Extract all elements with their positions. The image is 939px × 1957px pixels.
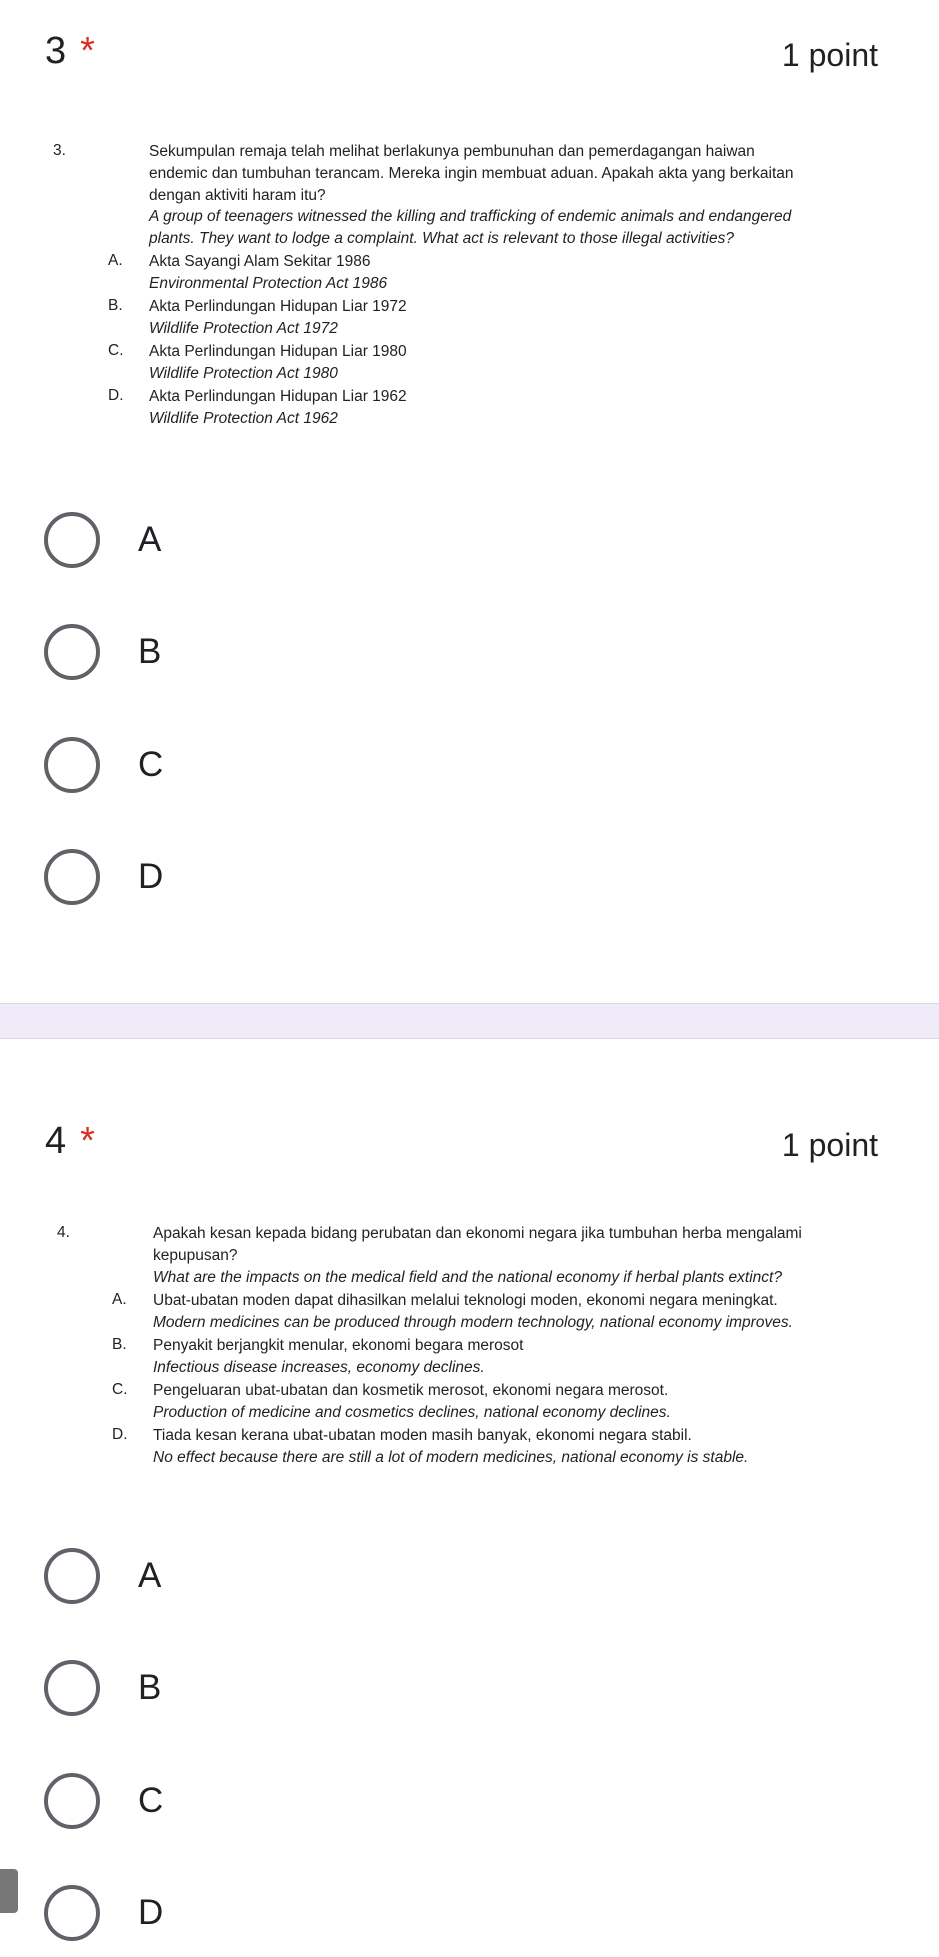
option-a[interactable] xyxy=(44,505,544,575)
option-label: B xyxy=(138,632,162,671)
radio-button[interactable] xyxy=(44,624,100,680)
option-label: C xyxy=(138,745,164,784)
choice-letter: C. xyxy=(112,1381,128,1398)
choice-letter: B. xyxy=(112,1336,127,1353)
choice-text-en: Wildlife Protection Act 1980 xyxy=(149,365,338,382)
option-a[interactable] xyxy=(44,1541,544,1611)
question-number-text: 3 xyxy=(45,30,67,72)
choice-letter: C. xyxy=(108,342,124,359)
image-text-line: A group of teenagers witnessed the killing and trafficking of endemic animals and endangered xyxy=(149,208,792,225)
choice-text-ms: Penyakit berjangkit menular, ekonomi begara merosot xyxy=(153,1337,524,1354)
option-d[interactable] xyxy=(44,1878,544,1948)
choice-text-en: Wildlife Protection Act 1962 xyxy=(149,410,338,427)
image-text-line: kepupusan? xyxy=(153,1247,238,1264)
option-label: D xyxy=(138,1893,164,1932)
image-question-number: 4. xyxy=(57,1224,70,1241)
choice-text-en: Infectious disease increases, economy declines. xyxy=(153,1359,485,1376)
image-text-line: endemic dan tumbuhan terancam. Mereka ingin membuat aduan. Apakah akta yang berkaitan xyxy=(149,165,794,182)
choice-text-en: Production of medicine and cosmetics declines, national economy declines. xyxy=(153,1404,671,1421)
points-label: 1 point xyxy=(781,1127,878,1163)
option-b[interactable] xyxy=(44,617,544,687)
radio-button[interactable] xyxy=(44,1660,100,1716)
option-label: A xyxy=(138,1556,162,1595)
card-separator xyxy=(0,1003,939,1039)
choice-letter: D. xyxy=(108,387,124,404)
points-label: 1 point xyxy=(781,37,878,73)
option-label: A xyxy=(138,520,162,559)
radio-button[interactable] xyxy=(44,1885,100,1941)
option-label: B xyxy=(138,1668,162,1707)
option-c[interactable] xyxy=(44,1766,544,1836)
scrollbar-thumb[interactable] xyxy=(0,1869,18,1913)
question-number xyxy=(45,1120,95,1163)
question-number xyxy=(45,30,95,73)
image-text-line: Apakah kesan kepada bidang perubatan dan ekonomi negara jika tumbuhan herba mengalami xyxy=(153,1225,802,1242)
image-text-line: plants. They want to lodge a complaint. What act is relevant to those illegal activities? xyxy=(149,230,734,247)
choice-letter: B. xyxy=(108,297,123,314)
option-c[interactable] xyxy=(44,730,544,800)
required-asterisk: * xyxy=(80,30,95,72)
choice-text-ms: Akta Sayangi Alam Sekitar 1986 xyxy=(149,253,371,270)
choice-letter: D. xyxy=(112,1426,128,1443)
radio-button[interactable] xyxy=(44,512,100,568)
choice-letter: A. xyxy=(108,252,123,269)
image-text-line: What are the impacts on the medical field and the national economy if herbal plants extinct? xyxy=(153,1269,782,1286)
choice-text-ms: Ubat-ubatan moden dapat dihasilkan melalui teknologi moden, ekonomi negara meningkat. xyxy=(153,1292,778,1309)
choice-letter: A. xyxy=(112,1291,127,1308)
option-label: D xyxy=(138,857,164,896)
question-number-text: 4 xyxy=(45,1120,67,1162)
choice-text-ms: Akta Perlindungan Hidupan Liar 1962 xyxy=(149,388,407,405)
required-asterisk: * xyxy=(80,1120,95,1162)
choice-text-ms: Tiada kesan kerana ubat-ubatan moden masih banyak, ekonomi negara stabil. xyxy=(153,1427,692,1444)
image-text-line: dengan aktiviti haram itu? xyxy=(149,187,326,204)
choice-text-ms: Akta Perlindungan Hidupan Liar 1980 xyxy=(149,343,407,360)
option-d[interactable] xyxy=(44,842,544,912)
choice-text-ms: Akta Perlindungan Hidupan Liar 1972 xyxy=(149,298,407,315)
radio-button[interactable] xyxy=(44,849,100,905)
choice-text-ms: Pengeluaran ubat-ubatan dan kosmetik merosot, ekonomi negara merosot. xyxy=(153,1382,669,1399)
choice-text-en: Modern medicines can be produced through modern technology, national economy improves. xyxy=(153,1314,793,1331)
option-label: C xyxy=(138,1781,164,1820)
image-question-number: 3. xyxy=(53,142,66,159)
choice-text-en: Environmental Protection Act 1986 xyxy=(149,275,388,292)
radio-button[interactable] xyxy=(44,1548,100,1604)
radio-button[interactable] xyxy=(44,1773,100,1829)
choice-text-en: No effect because there are still a lot of modern medicines, national economy is stable. xyxy=(153,1449,749,1466)
radio-button[interactable] xyxy=(44,737,100,793)
option-b[interactable] xyxy=(44,1653,544,1723)
choice-text-en: Wildlife Protection Act 1972 xyxy=(149,320,338,337)
image-text-line: Sekumpulan remaja telah melihat berlakunya pembunuhan dan pemerdagangan haiwan xyxy=(149,143,755,160)
question-card-4 xyxy=(0,1039,939,1957)
